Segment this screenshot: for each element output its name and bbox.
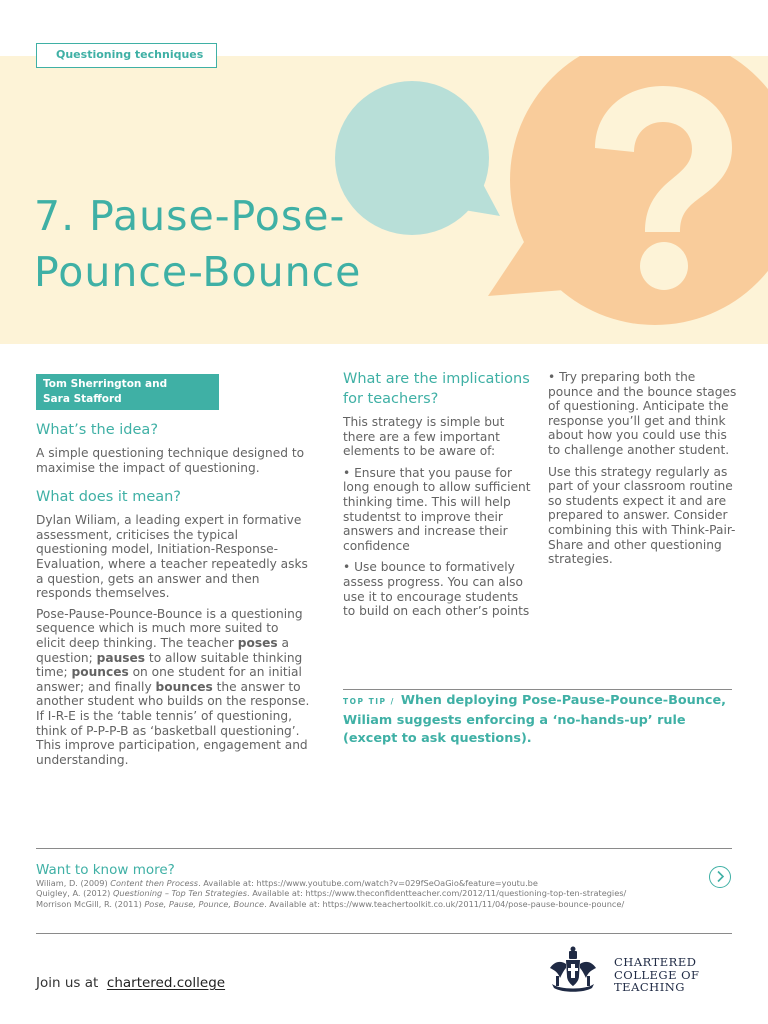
- idea-paragraph: A simple questioning technique designed to maximise the impact of questioning.: [36, 446, 305, 475]
- sequence-text-e: on one student for an initial answer; and finally: [36, 665, 302, 694]
- page-title: [34, 188, 494, 300]
- reference-item: [36, 888, 732, 898]
- category-tag: Questioning techniques: [36, 43, 217, 68]
- tip-routine-paragraph: Use this strategy regularly as part of your classroom routine so students expect it and are prepared to answer. Consider combining this with Think-Pair-Share and other questioning strategies.: [548, 464, 736, 567]
- heading-whats-the-idea: What’s the idea?: [36, 422, 159, 438]
- next-button[interactable]: [709, 866, 731, 888]
- references-section: [36, 862, 732, 909]
- reference-title: Pose, Pause, Pounce, Bounce: [144, 898, 265, 909]
- references-heading: Want to know more?: [36, 862, 175, 878]
- column-implications: [343, 369, 533, 619]
- title-line-2: Pounce-Bounce: [34, 248, 362, 296]
- reference-author: Quigley, A. (2012): [36, 888, 113, 899]
- implication-bullet-bounce: • Use bounce to formatively assess progress. You can also use it to encourage students to build on each other’s points: [343, 560, 530, 619]
- implication-bullet-pause: • Ensure that you pause for long enough to allow sufficient thinking time. This will help studentst to improve their answers and increase their confidence: [343, 465, 531, 553]
- reference-item: [36, 899, 732, 909]
- heading-what-does-it-mean: What does it mean?: [36, 489, 182, 506]
- top-tip: [343, 689, 732, 749]
- author-line-2: Sara Stafford: [43, 392, 122, 405]
- meaning-paragraph: Dylan Wiliam, a leading expert in formative assessment, criticises the typical questioning model, Initiation-Response-Evaluation, where a teacher repeatedly asks a question, gets an answer and then responds themselves.: [36, 513, 308, 601]
- term-bounces: bounces: [155, 679, 213, 694]
- join-us-label: Join us at: [36, 975, 99, 991]
- reference-title: Content then Process: [110, 878, 199, 888]
- sequence-text-c: a question;: [36, 635, 289, 665]
- sequence-paragraph: [36, 607, 311, 768]
- sequence-text-f: the answer to another student who builds on the response. If I-R-E is the ‘table tennis’ of questioning, think of P-P-P-B as ‘basketball questioning’. This improve participation, engagement and understanding.: [36, 679, 310, 767]
- reference-link[interactable]: . Available at: https://www.youtube.com/watch?v=029fSeOaGio&feature=youtu.be: [198, 878, 538, 888]
- join-us: [36, 975, 225, 991]
- reference-link[interactable]: . Available at: https://www.theconfidentteacher.com/2012/11/questioning-top-ten-strategies/: [246, 888, 627, 899]
- top-tip-text: When deploying Pose-Pause-Pounce-Bounce, Wiliam suggests enforcing a ‘no-hands-up’ rule (except to ask questions).: [343, 693, 726, 746]
- divider-top: [36, 848, 732, 849]
- tip-bullet-prepare: • Try preparing both the pounce and the bounce stages of questioning. Anticipate the response you’ll get and think about how you could use this to challenge another student.: [548, 370, 737, 457]
- column-idea: [36, 420, 311, 767]
- reference-item: [36, 878, 732, 888]
- title-line-1: 7. Pause-Pose-: [34, 192, 346, 240]
- chartered-college-link[interactable]: chartered.college: [106, 975, 226, 991]
- reference-author: Morrison McGill, R. (2011): [36, 898, 145, 909]
- reference-author: Wiliam, D. (2009): [36, 878, 111, 888]
- term-pauses: pauses: [96, 650, 146, 665]
- wordmark-line-1: CHARTERED: [614, 955, 697, 969]
- sequence-text-a: Pose-Pause-Pounce-Bounce is a questioning sequence which is much more suited to elicit deep thinking. The teacher: [36, 606, 303, 650]
- sequence-text-d: to allow suitable thinking time;: [36, 650, 303, 680]
- college-wordmark: [614, 956, 700, 994]
- heading-implications: What are the implications for teachers?: [343, 371, 530, 407]
- chevron-right-icon: [711, 867, 730, 886]
- column-tips: [548, 370, 738, 567]
- wordmark-line-2: COLLEGE OF: [614, 967, 700, 982]
- wordmark-line-3: TEACHING: [614, 980, 685, 995]
- top-tip-label: TOP TIP /: [343, 697, 395, 706]
- author-line-1: Tom Sherrington and: [43, 378, 168, 390]
- term-pounces: pounces: [71, 665, 129, 680]
- implications-intro: This strategy is simple but there are a few important elements to be aware of:: [343, 415, 505, 459]
- reference-link[interactable]: . Available at: https://www.teachertoolkit.co.uk/2011/11/04/pose-pause-bounce-pounce/: [264, 898, 625, 909]
- college-crest-logo: [546, 946, 600, 994]
- divider-bottom: [36, 933, 732, 934]
- reference-title: Questioning – Top Ten Strategies: [112, 888, 247, 899]
- term-poses: poses: [237, 635, 278, 650]
- author-badge: [36, 374, 219, 410]
- peach-question-bubble: [488, 56, 768, 325]
- question-dot: [640, 242, 688, 290]
